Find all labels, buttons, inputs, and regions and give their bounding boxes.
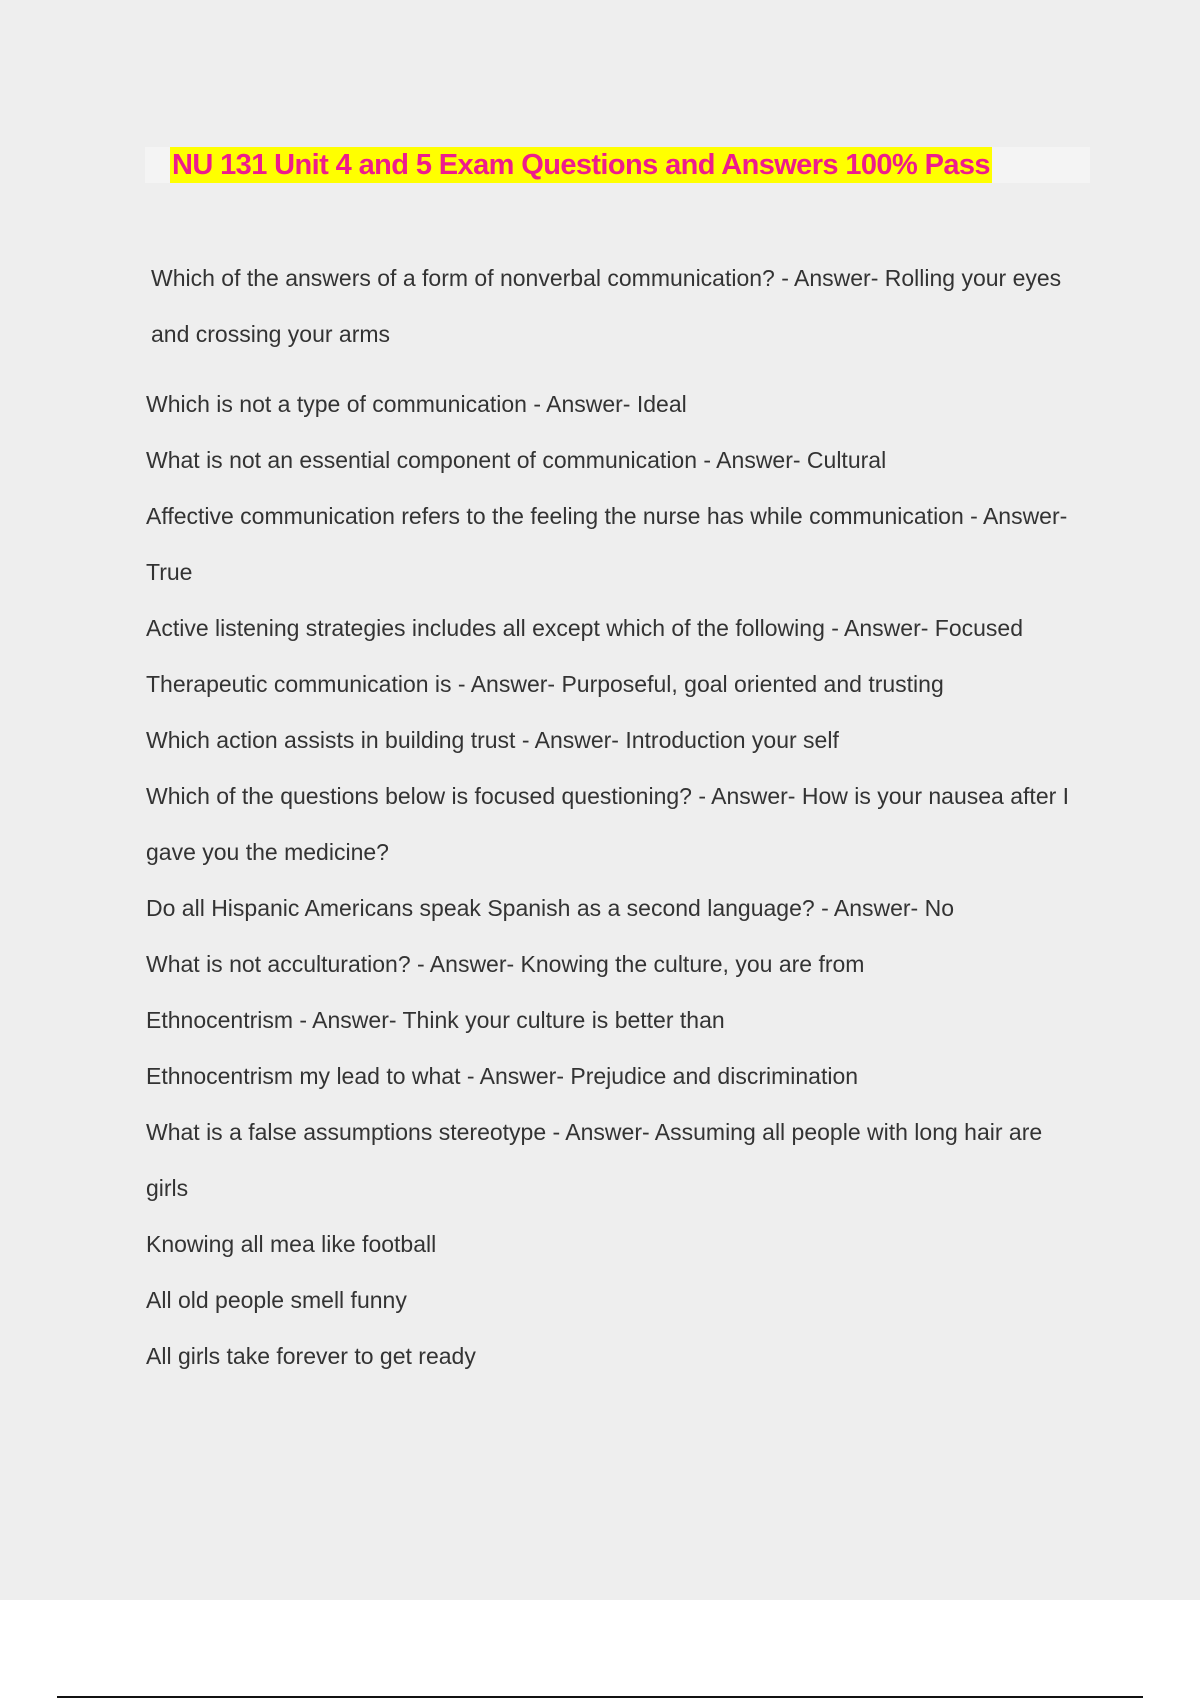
qa-item: Ethnocentrism my lead to what - Answer- Prejudice and discrimination <box>146 1063 859 1089</box>
qa-item: All old people smell funny <box>146 1287 407 1313</box>
qa-item: What is not an essential component of communication - Answer- Cultural <box>146 447 887 473</box>
qa-item: Which of the answers of a form of nonverbal communication? - Answer- Rolling your eyes and crossing your arms <box>151 265 1062 347</box>
qa-item: Affective communication refers to the feeling the nurse has while communication - Answer- True <box>146 503 1068 585</box>
qa-item: Which action assists in building trust - Answer- Introduction your self <box>146 727 839 753</box>
qa-item: Active listening strategies includes all except which of the following - Answer- Focused <box>146 615 1023 641</box>
qa-item: Do all Hispanic Americans speak Spanish as a second language? - Answer- No <box>146 895 954 921</box>
qa-item: All girls take forever to get ready <box>146 1343 476 1369</box>
qa-item: Which is not a type of communication - Answer- Ideal <box>146 391 687 417</box>
qa-item: Knowing all mea like football <box>146 1231 437 1257</box>
qa-item: What is a false assumptions stereotype - Answer- Assuming all people with long hair are girls <box>146 1119 1043 1201</box>
document-title: NU 131 Unit 4 and 5 Exam Questions and Answers 100% Pass <box>172 149 990 181</box>
qa-item: Which of the questions below is focused questioning? - Answer- How is your nausea after I gave you the medicine? <box>146 783 1070 865</box>
qa-item: Ethnocentrism - Answer- Think your culture is better than <box>146 1007 725 1033</box>
qa-item: What is not acculturation? - Answer- Knowing the culture, you are from <box>146 951 865 977</box>
qa-list <box>146 250 1086 1384</box>
qa-item: Therapeutic communication is - Answer- Purposeful, goal oriented and trusting <box>146 671 944 697</box>
footer-rule <box>57 1696 1143 1698</box>
